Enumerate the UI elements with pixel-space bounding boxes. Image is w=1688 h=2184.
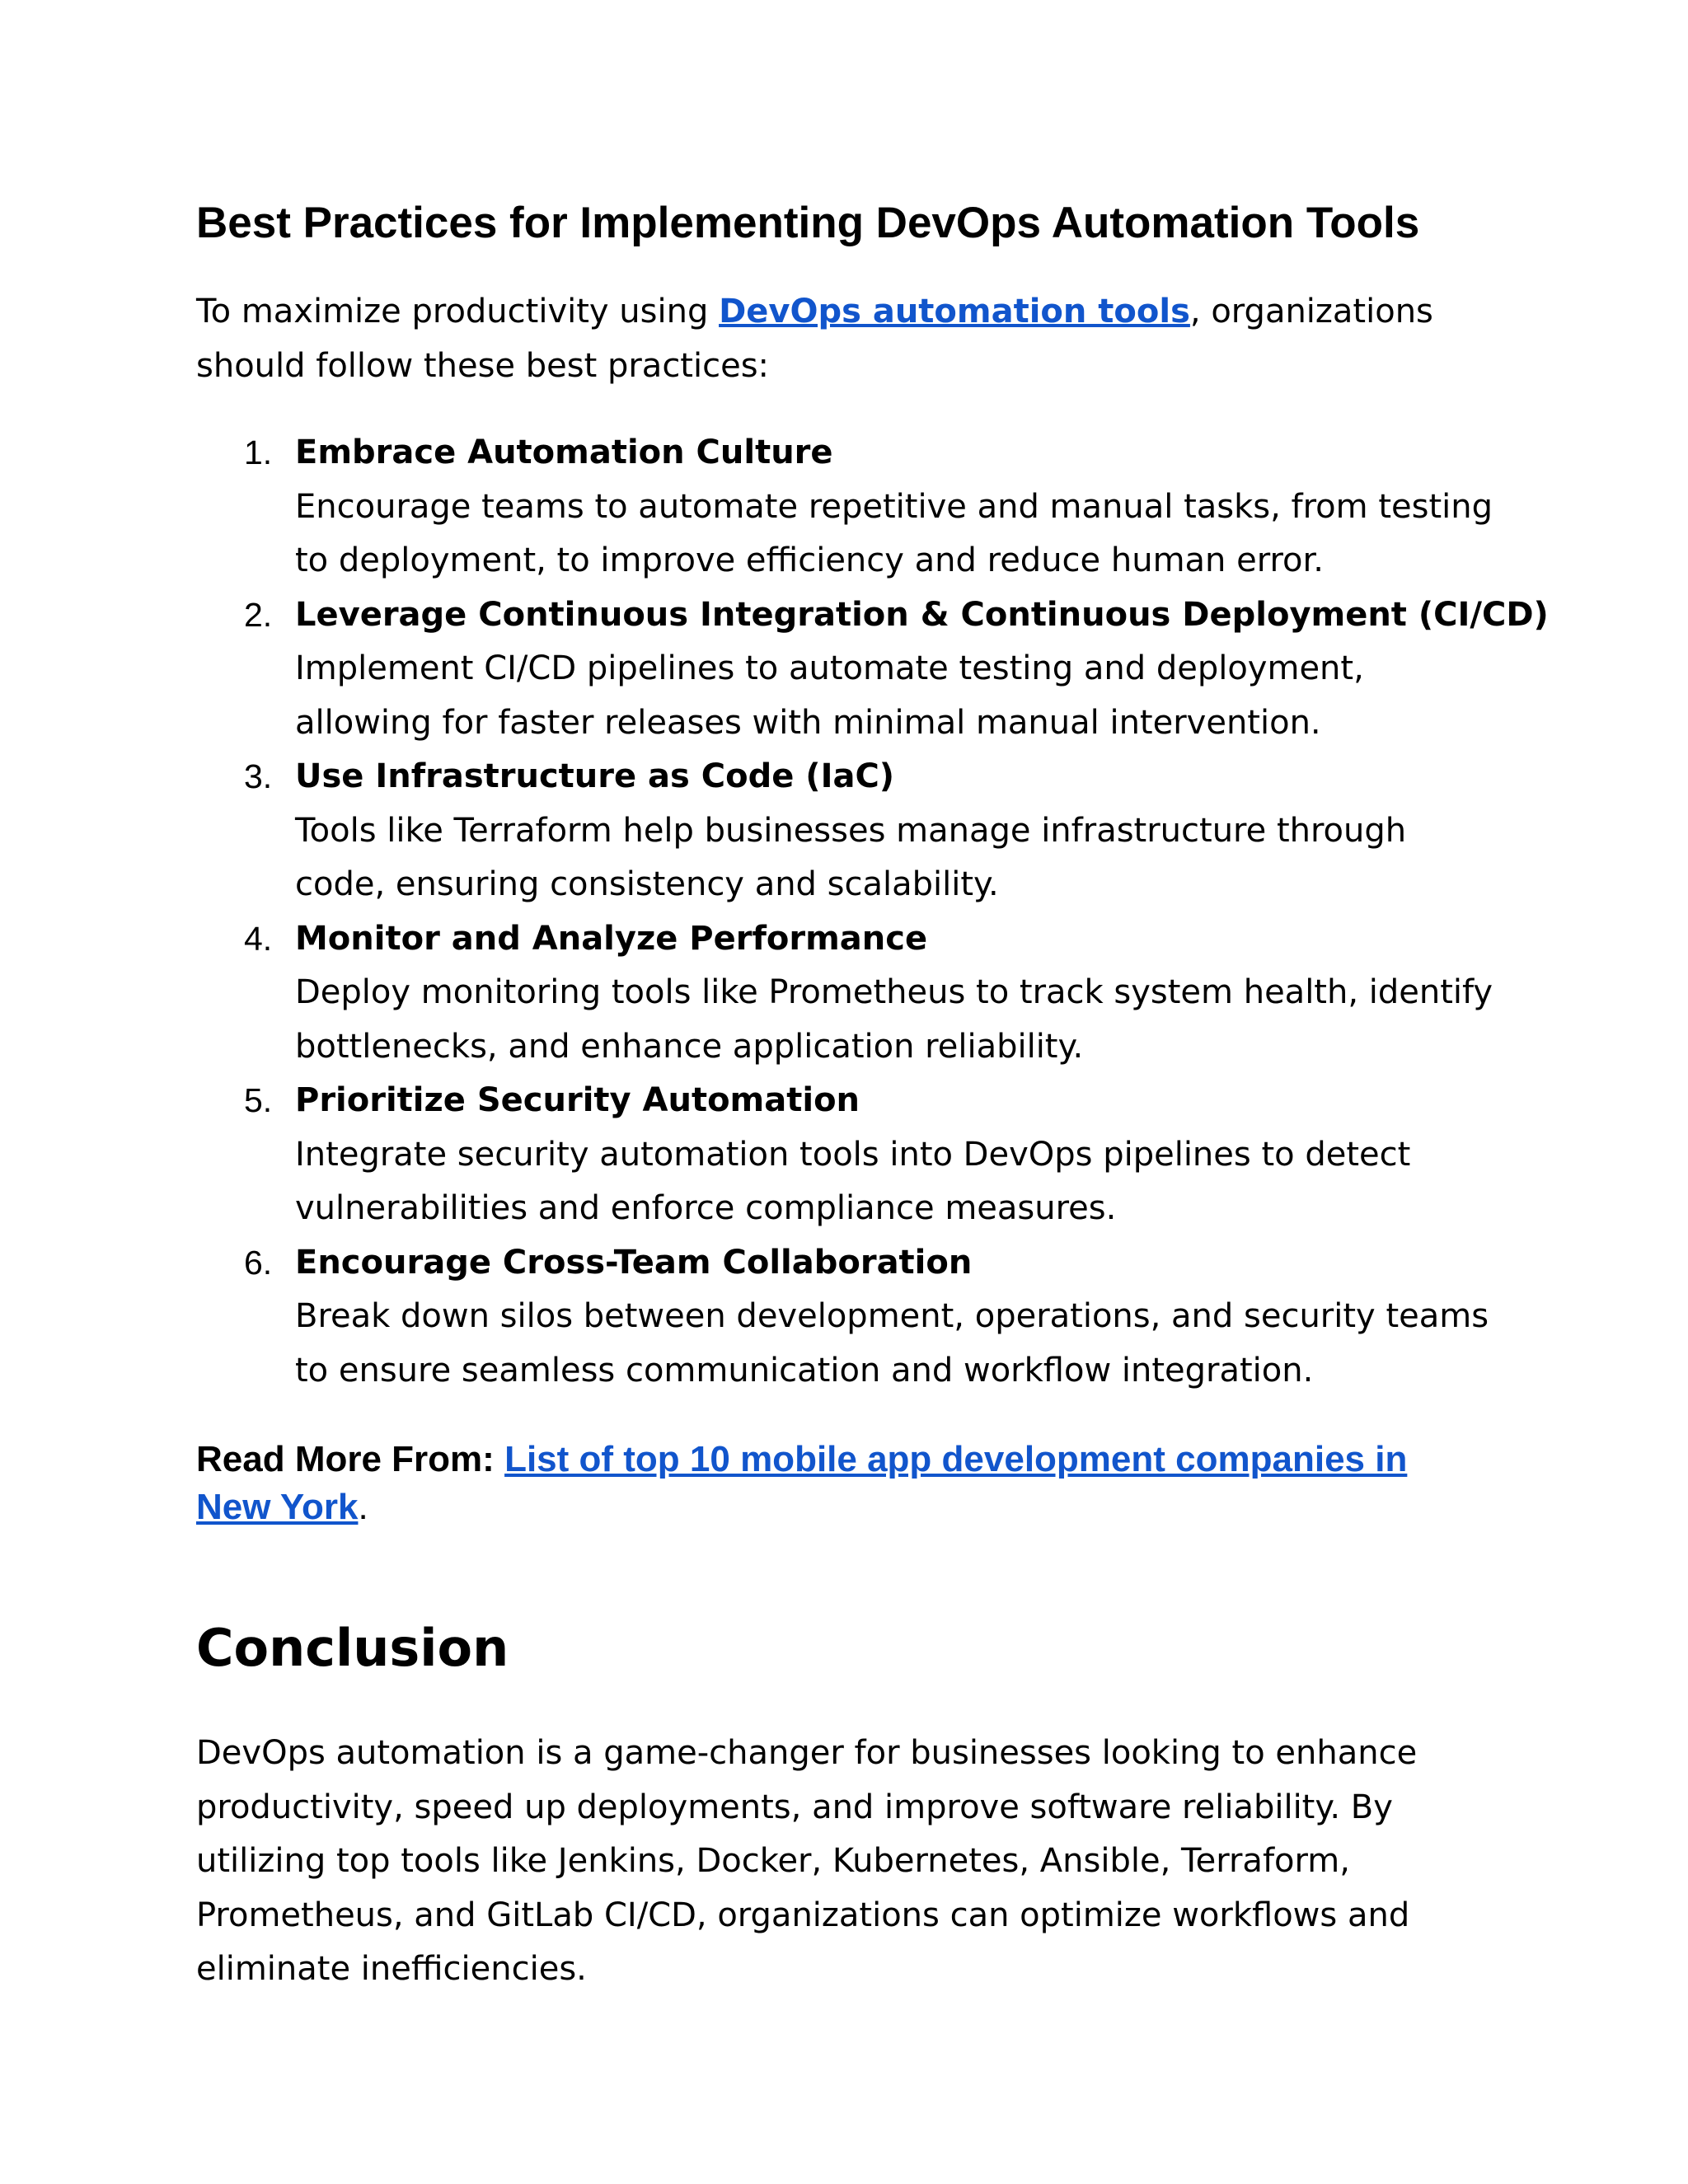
read-more-line <box>196 1436 1482 1531</box>
list-item-title: Encourage Cross-Team Collaboration <box>295 1243 973 1282</box>
conclusion-heading: Conclusion <box>196 1618 509 1678</box>
intro-text-before: To maximize productivity using <box>196 293 720 330</box>
list-item-number: 1. <box>244 434 273 471</box>
list-item-title: Leverage Continuous Integration & Continuous Deployment (CI/CD) <box>295 595 1549 634</box>
list-item <box>196 1236 1498 1399</box>
list-item-title: Embrace Automation Culture <box>295 434 833 471</box>
list-item <box>196 750 1498 912</box>
list-item <box>196 1074 1498 1236</box>
section-heading: Best Practices for Implementing DevOps Automation Tools <box>196 199 1420 247</box>
intro-text-after: , organizations should follow these best practices: <box>196 293 1433 385</box>
list-item-number: 2. <box>244 595 273 634</box>
list-item-description: Integrate security automation tools into DevOps pipelines to detect vulnerabilities and enforce compliance measures. <box>295 1135 1411 1227</box>
list-item-description: Break down silos between development, operations, and security teams to ensure seamless communication and workflow integration. <box>295 1297 1489 1390</box>
list-item-title: Use Infrastructure as Code (IaC) <box>295 757 895 795</box>
mobile-app-companies-link[interactable]: List of top 10 mobile app development companies in New York <box>196 1439 1408 1527</box>
list-item <box>196 588 1549 751</box>
list-item-description: Tools like Terraform help businesses manage infrastructure through code, ensuring consistency and scalability. <box>295 811 1407 903</box>
list-item-title: Prioritize Security Automation <box>295 1081 860 1119</box>
list-item-description: Deploy monitoring tools like Prometheus to track system health, identify bottlenecks, and enhance application reliability. <box>295 973 1493 1066</box>
list-item-number: 4. <box>244 919 273 958</box>
list-item <box>196 426 1498 588</box>
read-more-label: Read More From: <box>196 1439 495 1479</box>
devops-automation-tools-link[interactable]: DevOps automation tools <box>719 293 1190 330</box>
best-practices-list <box>196 426 1549 1398</box>
list-item-description: Implement CI/CD pipelines to automate testing and deployment, allowing for faster releases with minimal manual intervention. <box>295 649 1364 742</box>
list-item-number: 3. <box>244 757 273 795</box>
list-item-title: Monitor and Analyze Performance <box>295 919 928 958</box>
list-item-description: Encourage teams to automate repetitive and manual tasks, from testing to deployment, to improve efficiency and reduce human error. <box>295 487 1493 579</box>
intro-paragraph <box>196 284 1482 393</box>
list-item-number: 6. <box>244 1243 273 1282</box>
list-item <box>196 912 1498 1075</box>
read-more-period: . <box>358 1487 368 1527</box>
conclusion-paragraph: DevOps automation is a game-changer for businesses looking to enhance productivity, speed up deployments, and improve software reliability. By utilizing top tools like Jenkins, Docker, Kubernetes, Ansible, Terraform, Prometheus, and GitLab CI/CD, organizations can optimize workflows and eliminate inefficiencies. <box>196 1734 1418 1988</box>
list-item-number: 5. <box>244 1081 273 1119</box>
